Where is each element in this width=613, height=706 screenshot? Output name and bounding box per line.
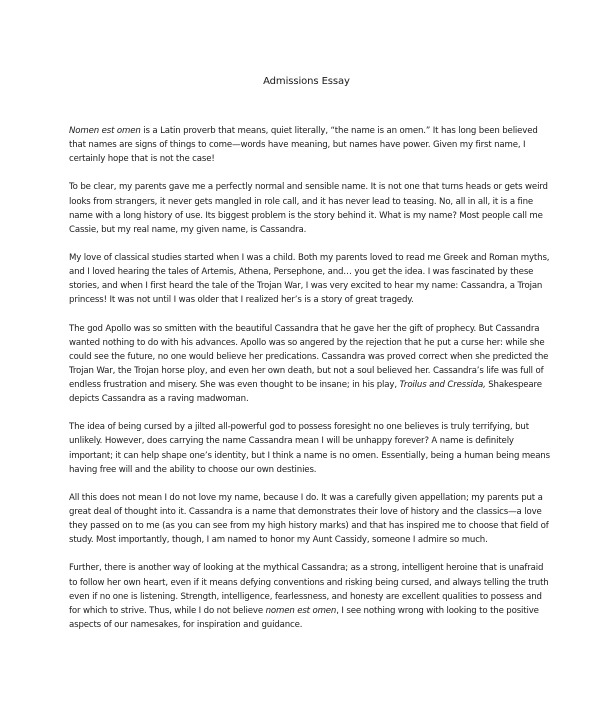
text-line <box>69 491 604 505</box>
text-segment: The god Apollo was so smitten with the beautiful Cassandra that he gave her the gift of prophecy. But Cassandra <box>69 323 540 334</box>
essay-paragraph <box>69 420 604 476</box>
text-segment: great deal of thought into it. Cassandra is a name that demonstrates their love of history and the classics—a love <box>69 507 542 517</box>
text-line <box>69 195 604 209</box>
text-line <box>69 223 604 237</box>
text-segment: depicts Cassandra as a raving madwoman. <box>69 394 249 405</box>
text-segment: important; it can help shape one’s identity, but I think a name is no omen. Essentially, being a human being means <box>69 450 550 461</box>
text-segment: stories, and when I first heard the tale of the Trojan War, I was very excited to hear my name: Cassandra, a Trojan <box>69 281 543 292</box>
text-segment: having free will and the ability to choose our own destinies. <box>69 464 317 475</box>
text-segment: name with a long history of use. Its biggest problem is the story behind it. What is my name? Most people call me <box>69 210 543 221</box>
text-line <box>69 251 604 265</box>
text-line <box>69 618 604 632</box>
text-segment: they passed on to me (as you can see from my high history marks) and that has inspired me to choose that field of <box>69 521 549 532</box>
text-line <box>69 420 604 434</box>
text-line <box>69 392 604 406</box>
essay-body <box>69 124 604 646</box>
essay-paragraph <box>69 491 604 547</box>
text-segment: Further, there is another way of looking at the mythical Cassandra; as a strong, intelligent heroine that is unafraid <box>69 563 544 574</box>
text-line <box>69 378 604 392</box>
text-segment: aspects of our namesakes, for inspiration and guidance. <box>69 619 303 630</box>
document-title: Admissions Essay <box>263 76 350 87</box>
text-segment: even if no one is listening. Strength, intelligence, fearlessness, and honesty are excellent qualities to possess and <box>69 591 542 602</box>
essay-paragraph <box>69 180 604 236</box>
text-line <box>69 519 604 533</box>
text-line <box>69 322 604 336</box>
text-line <box>69 279 604 293</box>
text-segment: and I loved hearing the tales of Artemis, Athena, Persephone, and… you get the idea. I was fascinated by these <box>69 267 534 278</box>
text-line <box>69 209 604 223</box>
text-line <box>69 561 604 575</box>
text-segment: study. Most importantly, though, I am named to honor my Aunt Cassidy, someone I admire so much. <box>69 535 488 546</box>
text-segment: wanted nothing to do with his advances. Apollo was so angered by the rejection that he put a curse her: while she <box>69 337 545 348</box>
text-segment: , I see nothing wrong with looking to the positive <box>336 605 539 616</box>
text-segment: looks from strangers, it never gets mangled in role call, and it has never lead to teasing. No, all in all, it is a fine <box>69 196 534 207</box>
text-segment: unlikely. However, does carrying the name Cassandra mean I will be unhappy forever? A name is definitely <box>69 436 514 447</box>
text-segment: certainly hope that is not the case! <box>69 154 215 165</box>
text-segment: is a Latin proverb that means, quiet literally, “the name is an omen.” It has long been believed <box>140 126 538 136</box>
text-line <box>69 364 604 378</box>
text-segment: to follow her own heart, even if it means defying conventions and risking being cursed, and always telling the truth <box>69 577 549 588</box>
text-segment: that names are signs of things to come—words have meaning, but names have power. Given my first name, I <box>69 140 526 151</box>
text-line <box>69 293 604 307</box>
text-segment: The idea of being cursed by a jilted all-powerful god to possess foresight no one believes is truly terrifying, but <box>69 422 529 433</box>
text-line <box>69 350 604 364</box>
text-line <box>69 180 604 194</box>
text-segment: My love of classical studies started when I was a child. Both my parents loved to read me Greek and Roman myths, <box>69 253 550 264</box>
italic-text: Troilus and Cressida, <box>399 379 486 390</box>
text-line <box>69 505 604 519</box>
text-line <box>69 463 604 477</box>
text-segment: endless frustration and misery. She was even thought to be insane; in his play, <box>69 379 400 390</box>
italic-text: Nomen est omen <box>69 126 141 136</box>
text-segment: To be clear, my parents gave me a perfectly normal and sensible name. It is not one that turns heads or gets weird <box>69 182 548 193</box>
text-segment: All this does not mean I do not love my name, because I do. It was a carefully given appellation; my parents put a <box>69 492 543 503</box>
text-segment: for which to strive. Thus, while I do not believe <box>69 605 266 616</box>
text-line <box>69 124 604 138</box>
text-line <box>69 576 604 590</box>
text-segment: Shakespeare <box>485 379 542 390</box>
text-line <box>69 138 604 152</box>
essay-paragraph <box>69 124 604 166</box>
text-line <box>69 590 604 604</box>
text-line <box>69 336 604 350</box>
essay-paragraph <box>69 251 604 307</box>
text-segment: could see the future, no one would believe her predications. Cassandra was proved correct when she predicted the <box>69 351 549 362</box>
essay-paragraph <box>69 322 604 407</box>
text-segment: princess! It was not until I was older that I realized her’s is a story of great tragedy. <box>69 295 414 306</box>
text-line <box>69 533 604 547</box>
text-segment: Trojan War, the Trojan horse ploy, and even her own death, but not a soul believed her. Cassandra’s life was full of <box>69 365 544 376</box>
text-line <box>69 265 604 279</box>
text-line <box>69 434 604 448</box>
text-line <box>69 449 604 463</box>
text-segment: Cassie, but my real name, my given name, is Cassandra. <box>69 224 307 235</box>
text-line <box>69 604 604 618</box>
essay-paragraph <box>69 561 604 631</box>
text-line <box>69 152 604 166</box>
italic-text: nomen est omen <box>265 605 337 616</box>
